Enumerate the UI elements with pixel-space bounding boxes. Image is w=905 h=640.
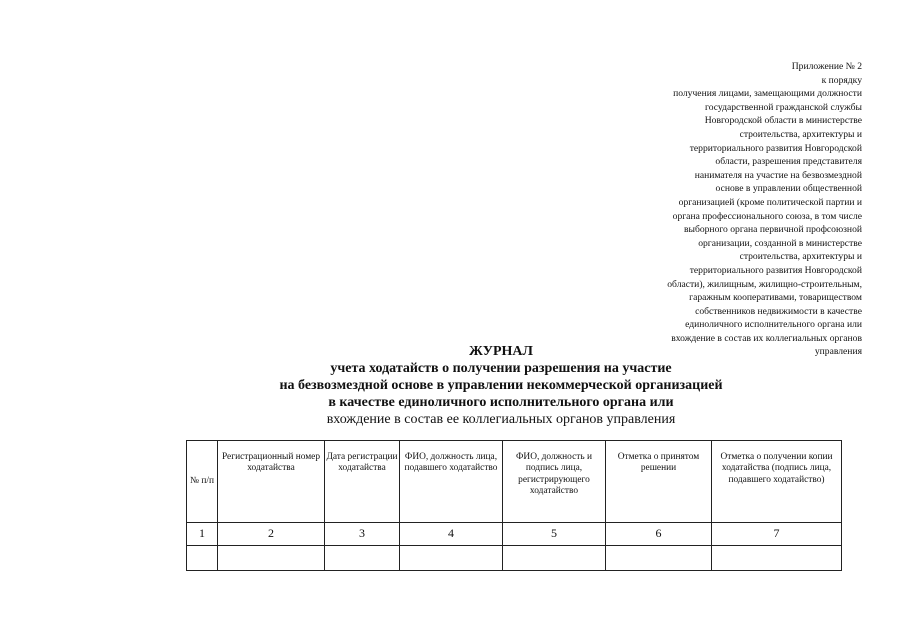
header-cell-decision: Отметка о принятом решении (606, 441, 712, 523)
journal-table (186, 440, 842, 571)
empty-cell (187, 546, 218, 571)
column-number-cell: 2 (218, 523, 325, 546)
column-number-cell: 1 (187, 523, 218, 546)
column-number-cell: 4 (400, 523, 503, 546)
appendix-line: выборного органа первичной профсоюзной (683, 224, 862, 236)
table-header-row (187, 441, 842, 523)
appendix-line: управления (814, 346, 862, 358)
appendix-line: вхождение в состав их коллегиальных органов (671, 332, 862, 344)
column-number-cell: 6 (606, 523, 712, 546)
appendix-line: территориального развития Новгородской (689, 142, 862, 154)
appendix-note (622, 60, 862, 359)
appendix-line: нанимателя на участие на безвозмездной (694, 169, 862, 181)
appendix-line: собственников недвижимости в качестве (695, 305, 862, 317)
column-number-cell: 3 (325, 523, 400, 546)
appendix-line: Приложение № 2 (791, 61, 862, 72)
empty-cell (325, 546, 400, 571)
column-number-cell: 7 (712, 523, 842, 546)
appendix-line: получения лицами, замещающими должности (673, 88, 862, 100)
column-number-cell: 5 (503, 523, 606, 546)
header-cell-registrar: ФИО, должность и подпись лица, регистрирующего ходатайство (503, 441, 606, 523)
appendix-line: единоличного исполнительного органа или (685, 319, 862, 331)
table-row-column-numbers (187, 523, 842, 546)
appendix-line: основе в управлении общественной (715, 183, 862, 195)
journal-title (186, 343, 816, 428)
appendix-line: гаражным кооперативами, товариществом (689, 292, 862, 304)
journal-subtitle-line: вхождение в состав ее коллегиальных органов управления (326, 412, 676, 427)
appendix-line: к порядку (821, 74, 862, 86)
header-cell-copy-receipt: Отметка о получении копии ходатайства (подпись лица, подавшего ходатайство) (712, 441, 842, 523)
journal-subtitle-line: в качестве единоличного исполнительного органа или (328, 395, 674, 410)
appendix-line: области, разрешения представителя (715, 156, 862, 168)
journal-subtitle-line: на безвозмездной основе в управлении некоммерческой организацией (279, 378, 723, 393)
appendix-line: строительства, архитектуры и (739, 128, 862, 140)
appendix-line: государственной гражданской службы (705, 101, 862, 113)
empty-cell (712, 546, 842, 571)
header-cell-reg-number: Регистрационный номер ходатайства (218, 441, 325, 523)
header-cell-reg-date: Дата регистрации ходатайства (325, 441, 400, 523)
empty-cell (503, 546, 606, 571)
journal-subtitle-line: учета ходатайств о получении разрешения на участие (330, 361, 672, 376)
header-cell-applicant: ФИО, должность лица, подавшего ходатайство (400, 441, 503, 523)
appendix-line: организации, созданной в министерстве (698, 237, 862, 249)
header-cell-number: № п/п (187, 441, 218, 523)
journal-heading: ЖУРНАЛ (469, 344, 533, 359)
empty-cell (606, 546, 712, 571)
appendix-line: организацией (кроме политической партии и (678, 196, 862, 208)
appendix-line: Новгородской области в министерстве (704, 115, 862, 127)
empty-cell (400, 546, 503, 571)
empty-cell (218, 546, 325, 571)
appendix-line: области), жилищным, жилищно-строительным, (667, 278, 862, 290)
appendix-line: строительства, архитектуры и (739, 251, 862, 263)
table-row-empty (187, 546, 842, 571)
appendix-line: территориального развития Новгородской (689, 264, 862, 276)
appendix-line: органа профессионального союза, в том числе (672, 210, 862, 222)
